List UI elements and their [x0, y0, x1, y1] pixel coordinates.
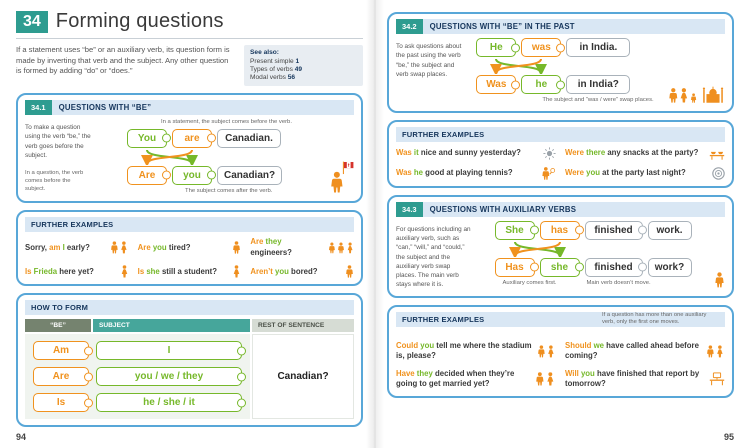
swap-area: [478, 221, 708, 290]
puzzle-piece: Canadian?: [217, 166, 282, 185]
intro-text: If a statement uses “be” or an auxiliary verb, its question form is made by inverting that verb and the subject. Any other question is formed by adding “do” or “does.”: [16, 45, 230, 76]
puzzle-piece: You: [127, 129, 167, 148]
puzzle-piece: in India?: [566, 75, 630, 94]
section-34-2: [387, 12, 734, 113]
example-text: Was it nice and sunny yesterday?: [396, 147, 521, 157]
section-number: 34.3: [396, 202, 423, 217]
puzzle-piece: you / we / they: [96, 367, 242, 386]
puzzle-piece: finished: [585, 221, 643, 240]
example-item: [250, 237, 354, 258]
section-34-1: [16, 93, 363, 203]
rest-of-sentence-text: Canadian?: [277, 371, 329, 383]
example-item: [396, 369, 556, 390]
puzzle-piece: finished: [585, 258, 643, 277]
section-title: QUESTIONS WITH “BE”: [52, 100, 354, 115]
sun-icon: [543, 147, 556, 160]
puzzle-piece: work?: [648, 258, 692, 277]
person-icon: [345, 265, 354, 278]
puzzle-piece: are: [172, 129, 212, 148]
puzzle-piece: she: [540, 258, 580, 277]
rest-of-sentence-cell: [252, 334, 354, 419]
example-item: [25, 265, 129, 278]
puzzle-piece: Am: [33, 341, 89, 360]
person-icon: [232, 241, 241, 254]
tennis-player-icon: [541, 167, 556, 180]
couple-icon: [110, 241, 129, 254]
section-body: [25, 119, 354, 195]
puzzle-piece: he: [521, 75, 561, 94]
table-left-cells: [25, 334, 250, 419]
section-title: QUESTIONS WITH “BE” IN THE PAST: [423, 19, 725, 34]
page-number-left: 94: [16, 432, 27, 442]
woman-icon: [120, 265, 129, 278]
annotation-auxiliary: Auxiliary comes first.: [502, 279, 557, 286]
example-text: Is she still a student?: [137, 266, 217, 276]
section-header: [25, 100, 354, 115]
examples-grid: [396, 341, 725, 390]
puzzle-piece: He: [476, 38, 516, 57]
example-text: Have they decided when they’re going to get married yet?: [396, 368, 515, 389]
puzzle-piece: I: [96, 341, 242, 360]
example-text: Were there any snacks at the party?: [565, 147, 699, 157]
table-row: [33, 367, 242, 386]
figure: [668, 38, 725, 105]
example-text: Is Frieda here yet?: [25, 266, 94, 276]
section-header: [396, 202, 725, 217]
see-also-ref: Modal verbs 56: [250, 74, 296, 81]
example-text: Could you tell me where the stadium is, please?: [396, 340, 532, 361]
puzzle-piece: Has: [495, 258, 535, 277]
statement-row: [495, 221, 692, 240]
right-page: [375, 0, 750, 448]
side-column: [25, 119, 91, 195]
example-text: Are they engineers?: [250, 237, 292, 257]
section-note: To make a question using the verb “be,” the verb goes before the subject.: [25, 124, 91, 159]
taj-mahal-icon: [701, 83, 725, 103]
annotation-subject: The subject comes after the verb.: [185, 187, 273, 194]
swap-arrows-icon: [495, 241, 649, 257]
example-item: [565, 369, 725, 390]
annotation-main-verb: Main verb doesn’t move.: [586, 279, 651, 286]
couple-icon: [706, 345, 725, 358]
how-to-form-title: HOW TO FORM: [25, 300, 354, 315]
example-item: [565, 167, 725, 180]
person-icon: [714, 272, 725, 288]
snacks-icon: [709, 147, 725, 160]
see-also-ref: Types of verbs 49: [250, 66, 303, 73]
couple-icon: [537, 345, 556, 358]
example-item: [25, 237, 129, 258]
speaker-icon: [712, 167, 725, 180]
swap-area: [468, 38, 662, 105]
chapter-number: 34: [16, 11, 48, 33]
figure: [714, 221, 725, 290]
examples-grid: [25, 237, 354, 278]
section-note: For questions including an auxiliary verb, such as “can,” “will,” and “could,” the subject and the auxiliary verb swap places. The main verb stays where it is.: [396, 225, 471, 289]
further-examples-title: FURTHER EXAMPLES: [396, 127, 725, 142]
section-body: [396, 38, 725, 105]
group-icon: [328, 242, 354, 254]
example-text: Aren’t you bored?: [250, 266, 318, 276]
table-row: [33, 341, 242, 360]
swap-arrows-icon: [127, 149, 281, 165]
woman-icon: [232, 265, 241, 278]
question-row: [495, 258, 692, 277]
desk-icon: [709, 372, 725, 386]
puzzle-piece: She: [495, 221, 535, 240]
column-header-subject: SUBJECT: [93, 319, 250, 332]
further-examples-34-1: [16, 210, 363, 286]
how-to-form-table: [25, 319, 354, 419]
puzzle-piece: has: [540, 221, 580, 240]
see-also-ref: Present simple 1: [250, 58, 300, 65]
puzzle-piece: work.: [648, 221, 692, 240]
further-examples-title: FURTHER EXAMPLES: [396, 312, 725, 327]
example-item: [396, 341, 556, 362]
example-item: [396, 147, 556, 160]
puzzle-piece: Are: [127, 166, 167, 185]
annotations-row: [503, 280, 651, 288]
column-header-be: “BE”: [25, 319, 91, 332]
puzzle-piece: in India.: [566, 38, 630, 57]
wedding-couple-icon: [535, 372, 556, 386]
swap-arrows-icon: [476, 58, 630, 74]
further-examples-34-3: [387, 305, 734, 398]
section-number: 34.1: [25, 100, 52, 115]
example-item: [565, 147, 725, 160]
see-also-label: See also:: [250, 49, 279, 56]
further-examples-title: FURTHER EXAMPLES: [25, 217, 354, 232]
page-title: Forming questions: [55, 10, 224, 32]
puzzle-piece: was: [521, 38, 561, 57]
table-row: [33, 393, 242, 412]
table-header-row: [25, 319, 354, 332]
annotation-statement: In a statement, the subject comes before the verb.: [161, 119, 292, 125]
example-text: Should we have called ahead before coming?: [565, 340, 699, 361]
puzzle-piece: he / she / it: [96, 393, 242, 412]
example-item: [250, 265, 354, 278]
side-column: [396, 221, 472, 290]
see-also-box: [244, 45, 363, 86]
example-text: Sorry, am I early?: [25, 242, 90, 252]
section-34-3: [387, 195, 734, 298]
section-title: QUESTIONS WITH AUXILIARY VERBS: [423, 202, 725, 217]
intro-row: [16, 45, 363, 86]
section-body: [396, 221, 725, 290]
example-item: [138, 237, 242, 258]
further-examples-34-2: [387, 120, 734, 188]
example-text: Was he good at playing tennis?: [396, 167, 513, 177]
section-header: [396, 19, 725, 34]
how-to-form-panel: [16, 293, 363, 427]
example-item: [565, 341, 725, 362]
family-icon: [668, 88, 698, 103]
example-item: [396, 167, 556, 180]
annotation-swap: The subject and “was / were” swap places.: [542, 97, 654, 103]
chapter-header: [16, 10, 363, 39]
see-also-refs: [250, 58, 357, 82]
canada-flag-person-icon: [328, 161, 354, 193]
puzzle-piece: Is: [33, 393, 89, 412]
figure: [328, 119, 354, 195]
puzzle-piece: Was: [476, 75, 516, 94]
swap-area: [97, 119, 322, 195]
side-column: [396, 38, 462, 105]
examples-grid: [396, 147, 725, 180]
statement-row: [476, 38, 630, 57]
example-item: [138, 265, 242, 278]
example-text: Are you tired?: [137, 242, 191, 252]
table-body: [25, 334, 354, 419]
puzzle-piece: Are: [33, 367, 89, 386]
example-text: Were you at the party last night?: [565, 167, 686, 177]
section-note: To ask questions about the past using the verb “be,” the subject and verb swap places.: [396, 43, 462, 78]
column-header-rest: REST OF SENTENCE: [252, 319, 354, 332]
statement-row: [127, 129, 281, 148]
example-text: Will you have finished that report by tomorrow?: [565, 368, 700, 389]
puzzle-piece: Canadian.: [217, 129, 281, 148]
annotation-question: In a question, the verb comes before the subject.: [25, 170, 84, 192]
question-row: [127, 166, 282, 185]
section-number: 34.2: [396, 19, 423, 34]
page-number-right: 95: [723, 432, 734, 442]
puzzle-piece: you: [172, 166, 212, 185]
question-row: [476, 75, 630, 94]
further-examples-note: If a question has more than one auxiliary verb, only the first one moves.: [602, 311, 707, 326]
